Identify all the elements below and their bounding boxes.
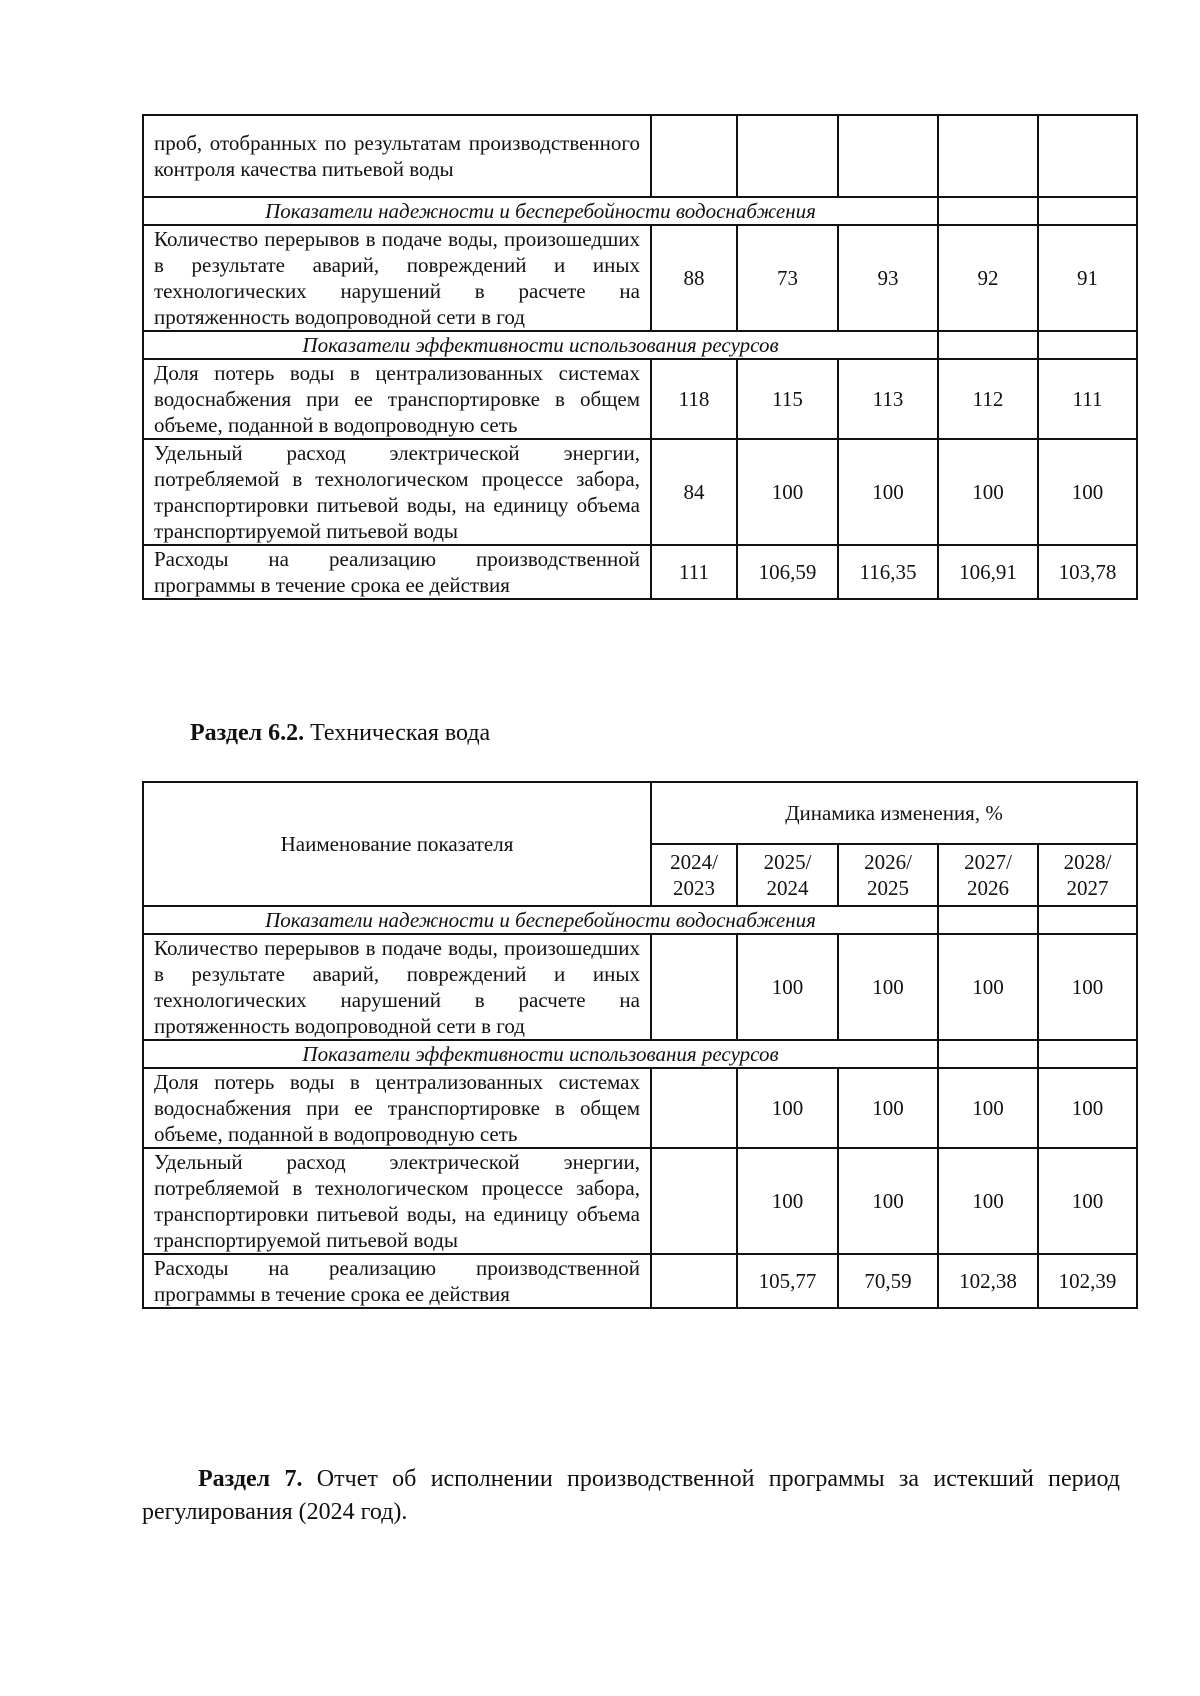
section-header-row xyxy=(143,331,1137,359)
indicator-name: Доля потерь воды в централизованных системах водоснабжения при ее транспортировке в общем объеме, поданной в водопроводную сеть xyxy=(143,1068,651,1148)
section-7-paragraph xyxy=(142,1463,1120,1529)
value-cell: 100 xyxy=(838,1068,938,1148)
table-row xyxy=(143,439,1137,545)
section-7-label: Раздел 7. xyxy=(198,1466,303,1492)
technical-water-indicators-table xyxy=(142,781,1138,1309)
table-row xyxy=(143,545,1137,599)
table-row xyxy=(143,115,1137,197)
value-cell: 105,77 xyxy=(737,1254,838,1308)
value-cell xyxy=(737,115,838,197)
value-cell: 92 xyxy=(938,225,1038,331)
section-header-row xyxy=(143,1040,1137,1068)
indicator-name: Доля потерь воды в централизованных системах водоснабжения при ее транспортировке в общем объеме, поданной в водопроводную сеть xyxy=(143,359,651,439)
value-cell: 116,35 xyxy=(838,545,938,599)
value-cell: 100 xyxy=(838,934,938,1040)
empty-cell xyxy=(938,1040,1038,1068)
value-cell: 91 xyxy=(1038,225,1137,331)
value-cell: 100 xyxy=(1038,1068,1137,1148)
value-cell: 113 xyxy=(838,359,938,439)
value-cell: 100 xyxy=(737,934,838,1040)
year-header: 2026/ 2025 xyxy=(838,844,938,906)
section-header-row xyxy=(143,906,1137,934)
empty-cell xyxy=(1038,906,1137,934)
value-cell: 100 xyxy=(838,439,938,545)
table-row xyxy=(143,934,1137,1040)
value-cell xyxy=(651,1148,737,1254)
header-row xyxy=(143,782,1137,844)
empty-cell xyxy=(938,197,1038,225)
value-cell xyxy=(651,1254,737,1308)
value-cell: 100 xyxy=(1038,1148,1137,1254)
value-cell: 106,91 xyxy=(938,545,1038,599)
value-cell: 103,78 xyxy=(1038,545,1137,599)
value-cell: 100 xyxy=(938,1148,1038,1254)
section-title-reliability: Показатели надежности и бесперебойности водоснабжения xyxy=(143,906,938,934)
value-cell: 93 xyxy=(838,225,938,331)
table-row xyxy=(143,1254,1137,1308)
value-cell: 102,39 xyxy=(1038,1254,1137,1308)
indicator-name: Удельный расход электрической энергии, потребляемой в технологическом процессе забора, транспортировки питьевой воды, на единицу объема транспортируемой питьевой воды xyxy=(143,1148,651,1254)
value-cell: 70,59 xyxy=(838,1254,938,1308)
value-cell: 73 xyxy=(737,225,838,331)
header-indicator-name: Наименование показателя xyxy=(143,782,651,906)
indicator-name: Расходы на реализацию производственной программы в течение срока ее действия xyxy=(143,1254,651,1308)
year-header: 2024/ 2023 xyxy=(651,844,737,906)
section-6-2-heading xyxy=(190,718,490,748)
year-header: 2028/ 2027 xyxy=(1038,844,1137,906)
value-cell xyxy=(838,115,938,197)
value-cell: 111 xyxy=(1038,359,1137,439)
empty-cell xyxy=(938,331,1038,359)
section-title-reliability: Показатели надежности и бесперебойности водоснабжения xyxy=(143,197,938,225)
indicator-name: Количество перерывов в подаче воды, произошедших в результате аварий, повреждений и иных технологических нарушений в расчете на протяженность водопроводной сети в год xyxy=(143,225,651,331)
section-title-efficiency: Показатели эффективности использования ресурсов xyxy=(143,331,938,359)
value-cell: 100 xyxy=(938,1068,1038,1148)
empty-cell xyxy=(1038,1040,1137,1068)
section-7-text: Отчет об исполнении производственной программы за истекший период регулирования (2024 год). xyxy=(142,1466,1121,1525)
indicator-name: проб, отобранных по результатам производственного контроля качества питьевой воды xyxy=(143,115,651,197)
section-title-efficiency: Показатели эффективности использования ресурсов xyxy=(143,1040,938,1068)
value-cell: 115 xyxy=(737,359,838,439)
table-row xyxy=(143,359,1137,439)
indicator-name: Расходы на реализацию производственной программы в течение срока ее действия xyxy=(143,545,651,599)
table-row xyxy=(143,1148,1137,1254)
value-cell: 111 xyxy=(651,545,737,599)
empty-cell xyxy=(1038,331,1137,359)
table-row xyxy=(143,1068,1137,1148)
value-cell xyxy=(651,1068,737,1148)
section-6-2-title: Техническая вода xyxy=(310,720,491,746)
value-cell: 100 xyxy=(938,439,1038,545)
indicator-name: Удельный расход электрической энергии, потребляемой в технологическом процессе забора, транспортировки питьевой воды, на единицу объема транспортируемой питьевой воды xyxy=(143,439,651,545)
value-cell: 100 xyxy=(1038,934,1137,1040)
empty-cell xyxy=(938,906,1038,934)
value-cell: 118 xyxy=(651,359,737,439)
section-header-row xyxy=(143,197,1137,225)
value-cell: 100 xyxy=(737,1068,838,1148)
value-cell: 100 xyxy=(838,1148,938,1254)
empty-cell xyxy=(1038,197,1137,225)
value-cell: 84 xyxy=(651,439,737,545)
indicator-name: Количество перерывов в подаче воды, произошедших в результате аварий, повреждений и иных технологических нарушений в расчете на протяженность водопроводной сети в год xyxy=(143,934,651,1040)
value-cell: 100 xyxy=(1038,439,1137,545)
value-cell: 100 xyxy=(737,1148,838,1254)
value-cell: 106,59 xyxy=(737,545,838,599)
value-cell xyxy=(651,934,737,1040)
value-cell: 112 xyxy=(938,359,1038,439)
value-cell: 88 xyxy=(651,225,737,331)
value-cell xyxy=(651,115,737,197)
year-header: 2025/ 2024 xyxy=(737,844,838,906)
value-cell: 100 xyxy=(938,934,1038,1040)
table-row xyxy=(143,225,1137,331)
drinking-water-indicators-table xyxy=(142,114,1138,600)
value-cell: 102,38 xyxy=(938,1254,1038,1308)
year-header: 2027/ 2026 xyxy=(938,844,1038,906)
value-cell xyxy=(1038,115,1137,197)
section-6-2-label: Раздел 6.2. xyxy=(190,720,305,746)
header-dynamics: Динамика изменения, % xyxy=(651,782,1137,844)
value-cell: 100 xyxy=(737,439,838,545)
value-cell xyxy=(938,115,1038,197)
